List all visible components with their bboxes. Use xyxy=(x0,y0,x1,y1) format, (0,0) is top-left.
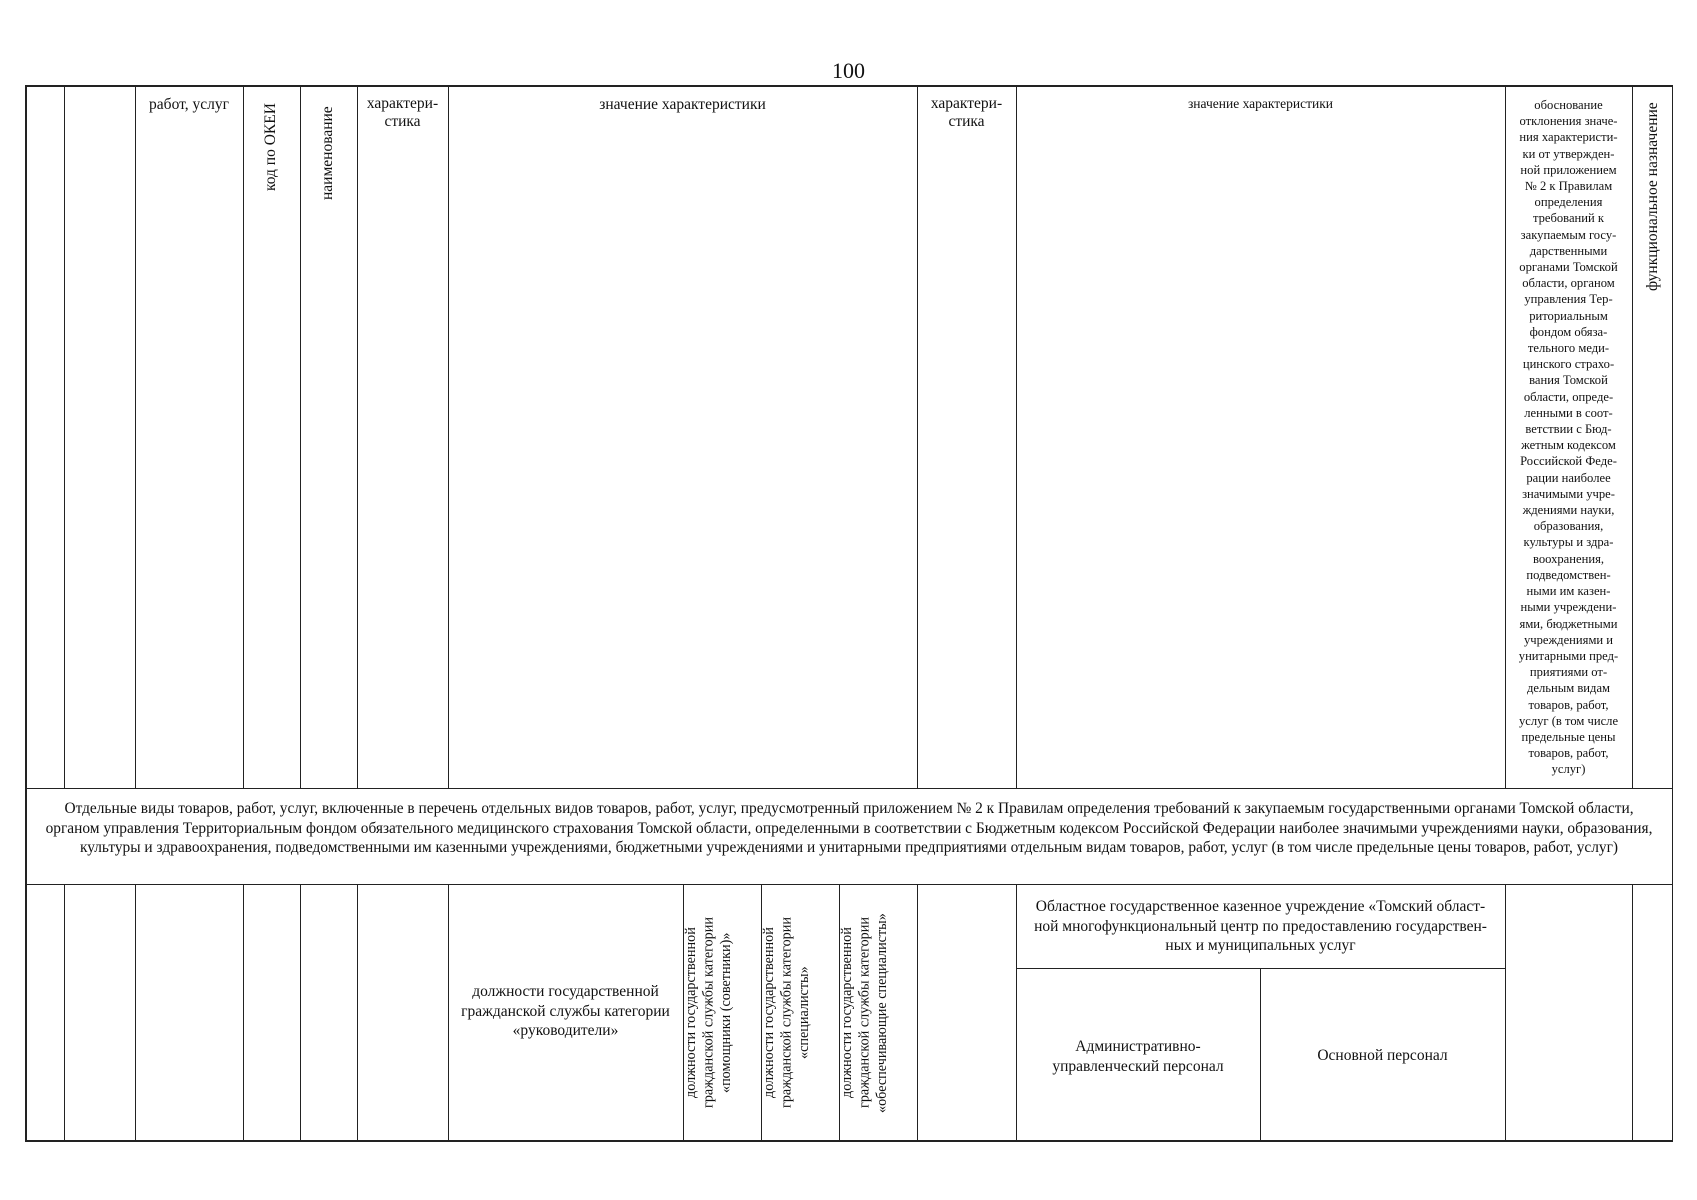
header-name: наименование xyxy=(319,106,336,200)
section-banner: Отдельные виды товаров, работ, услуг, включенные в перечень отдельных видов товаров, работ, услуг, предусмотренный приложением № 2 к Правилам определения требований к закупаемым государственными органами Томской области, органом управления Территориальным фондом обязательного медицинского страхования Томской области, определенными в соответствии с Бюджетным кодексом Российской Федерации наиболее значимыми учреждениями науки, образования, культуры и здравоохранения, подведомственными им казенными учреждениями, бюджетными учреждениями и унитарными предприятиями отдельным видам товаров, работ, услуг (в том числе предельные цены товаров, работ, услуг) xyxy=(45,800,1653,856)
managers-category: должности государственной гражданской службы категории «руководители» xyxy=(461,983,670,1039)
assistants-category: должности государственной гражданской службы категории «помощники (советники)» xyxy=(683,917,734,1109)
header-band-separator xyxy=(25,788,1673,789)
bottom-col-divider-2 xyxy=(135,885,136,1141)
bottom-col-divider-1 xyxy=(64,885,65,1141)
requirements-table xyxy=(25,85,1673,1142)
admin-staff: Административно- управленческий персонал xyxy=(1052,1038,1224,1075)
header-col-divider-6 xyxy=(448,85,449,789)
header-col-divider-1 xyxy=(64,85,65,789)
bottom-col-divider-4 xyxy=(300,885,301,1141)
header-characteristic-1: характери- стика xyxy=(366,95,439,130)
header-col-divider-2 xyxy=(135,85,136,789)
specialists-category: должности государственной гражданской службы категории «специалисты» xyxy=(761,917,812,1109)
support-specialists-category: должности государственной гражданской службы категории «обеспечивающие специалисты» xyxy=(839,913,890,1113)
table-border-bottom xyxy=(25,1140,1673,1142)
header-col-divider-7 xyxy=(917,85,918,789)
bottom-col-divider-5 xyxy=(357,885,358,1141)
table-border-right xyxy=(1672,85,1674,1142)
bottom-col-divider-13 xyxy=(1505,885,1506,1141)
header-justification: обоснование отклонения значе- ния характеристи- ки от утвержден- ной приложением № 2 к Правилам определения требований к закупаемым госу- дарственными органами Томской области, органом управления Тер- риториальным фондом обяза- тельного меди- цинского страхо- вания Томской области, опреде- ленными в соот- ветствии с Бюд- жетным кодексом Российской Феде- рации наиболее значимыми учре- ждениями науки, образования, культуры и здра- воохранения, подведомствен- ными им казен- ными учреждени- ями, бюджетными учреждениями и унитарными пред- приятиями от- дельным видам товаров, работ, услуг (в том числе предельные цены товаров, работ, услуг) xyxy=(1518,98,1619,777)
bottom-col-divider-14 xyxy=(1632,885,1633,1141)
bottom-col-divider-3 xyxy=(243,885,244,1141)
header-works-services: работ, услуг xyxy=(149,96,229,113)
table-border-left xyxy=(25,85,27,1142)
institution-row-separator xyxy=(1016,968,1506,969)
header-value-1: значение характеристики xyxy=(599,96,766,113)
page-number: 100 xyxy=(832,58,865,83)
header-characteristic-2: характери- стика xyxy=(930,95,1003,130)
main-staff: Основной персонал xyxy=(1317,1047,1448,1064)
header-col-divider-10 xyxy=(1632,85,1633,789)
header-col-divider-5 xyxy=(357,85,358,789)
bottom-col-divider-10 xyxy=(917,885,918,1141)
header-okei-code: код по ОКЕИ xyxy=(262,103,279,191)
header-col-divider-8 xyxy=(1016,85,1017,789)
institution-name: Областное государственное казенное учреждение «Томский област- ной многофункциональный центр по предоставлению государствен- ных и муниципальных услуг xyxy=(1034,898,1487,954)
header-col-divider-3 xyxy=(243,85,244,789)
table-border-top xyxy=(25,85,1673,87)
banner-band-separator xyxy=(25,884,1673,885)
header-value-2: значение характеристики xyxy=(1187,96,1334,111)
header-col-divider-4 xyxy=(300,85,301,789)
header-functional-purpose: функциональное назначение xyxy=(1644,102,1661,292)
